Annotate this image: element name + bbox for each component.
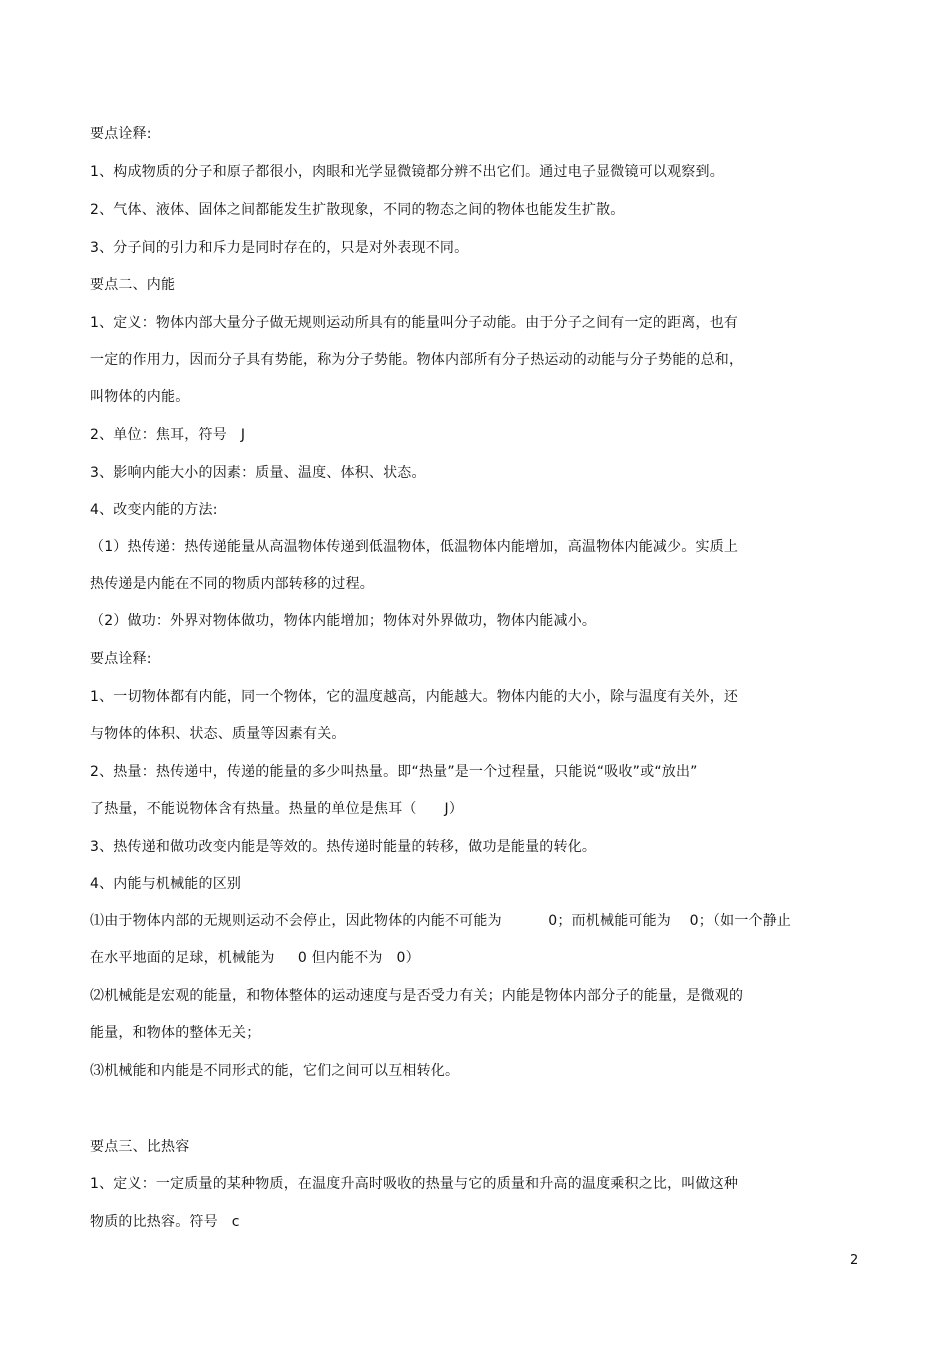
- page-number: 2: [850, 1253, 859, 1268]
- paragraph-line: 1、一切物体都有内能，同一个物体，它的温度越高，内能越大。物体内能的大小，除与温度有关外，还: [90, 689, 739, 705]
- paragraph-line: 2、气体、液体、固体之间都能发生扩散现象，不同的物态之间的物体也能发生扩散。: [90, 202, 625, 218]
- paragraph-line: 2、热量：热传递中，传递的能量的多少叫热量。即“热量”是一个过程量，只能说“吸收”或“放出”: [90, 764, 698, 780]
- paragraph-line: （2）做功：外界对物体做功，物体内能增加；物体对外界做功，物体内能减小。: [90, 613, 597, 629]
- paragraph-line: 热传递是内能在不同的物质内部转移的过程。: [90, 576, 374, 592]
- paragraph-line: 能量，和物体的整体无关；: [90, 1025, 261, 1041]
- paragraph-line: 与物体的体积、状态、质量等因素有关。: [90, 726, 346, 742]
- paragraph-line: ⑵机械能是宏观的能量，和物体整体的运动速度与是否受力有关；内能是物体内部分子的能量，是微观的: [90, 988, 744, 1004]
- paragraph-line: 1、构成物质的分子和原子都很小，肉眼和光学显微镜都分辨不出它们。通过电子显微镜可以观察到。: [90, 164, 724, 180]
- paragraph-line: 在水平地面的足球，机械能为 0 但内能不为 0）: [90, 950, 420, 966]
- section-heading-internal-energy: 要点二、内能: [90, 277, 176, 293]
- paragraph-line: ⑴由于物体内部的无规则运动不会停止，因此物体的内能不可能为 0；而机械能可能为 0；（如一个静止: [90, 913, 792, 929]
- paragraph-line: 叫物体的内能。: [90, 389, 190, 405]
- section-heading-specific-heat: 要点三、比热容: [90, 1139, 190, 1155]
- paragraph-line: 一定的作用力，因而分子具有势能，称为分子势能。物体内部所有分子热运动的动能与分子势能的总和，: [90, 352, 744, 368]
- heading-key-points-1: 要点诠释:: [90, 126, 152, 142]
- heading-key-points-2: 要点诠释:: [90, 651, 152, 667]
- paragraph-line: 4、改变内能的方法:: [90, 502, 218, 518]
- paragraph-line: 1、定义：一定质量的某种物质，在温度升高时吸收的热量与它的质量和升高的温度乘积之比，叫做这种: [90, 1176, 739, 1192]
- paragraph-line: ⑶机械能和内能是不同形式的能，它们之间可以互相转化。: [90, 1063, 460, 1079]
- paragraph-line: 3、分子间的引力和斥力是同时存在的，只是对外表现不同。: [90, 240, 469, 256]
- paragraph-line: 1、定义：物体内部大量分子做无规则运动所具有的能量叫分子动能。由于分子之间有一定的距离，也有: [90, 315, 739, 331]
- paragraph-line: 3、影响内能大小的因素：质量、温度、体积、状态。: [90, 465, 426, 481]
- paragraph-line: 物质的比热容。符号 c: [90, 1214, 240, 1230]
- paragraph-line: 了热量，不能说物体含有热量。热量的单位是焦耳（ J）: [90, 801, 464, 817]
- paragraph-line: 2、单位：焦耳，符号 J: [90, 427, 246, 443]
- paragraph-line: 3、热传递和做功改变内能是等效的。热传递时能量的转移，做功是能量的转化。: [90, 839, 597, 855]
- paragraph-line: （1）热传递：热传递能量从高温物体传递到低温物体，低温物体内能增加，高温物体内能减少。实质上: [90, 539, 739, 555]
- paragraph-line: 4、内能与机械能的区别: [90, 876, 242, 892]
